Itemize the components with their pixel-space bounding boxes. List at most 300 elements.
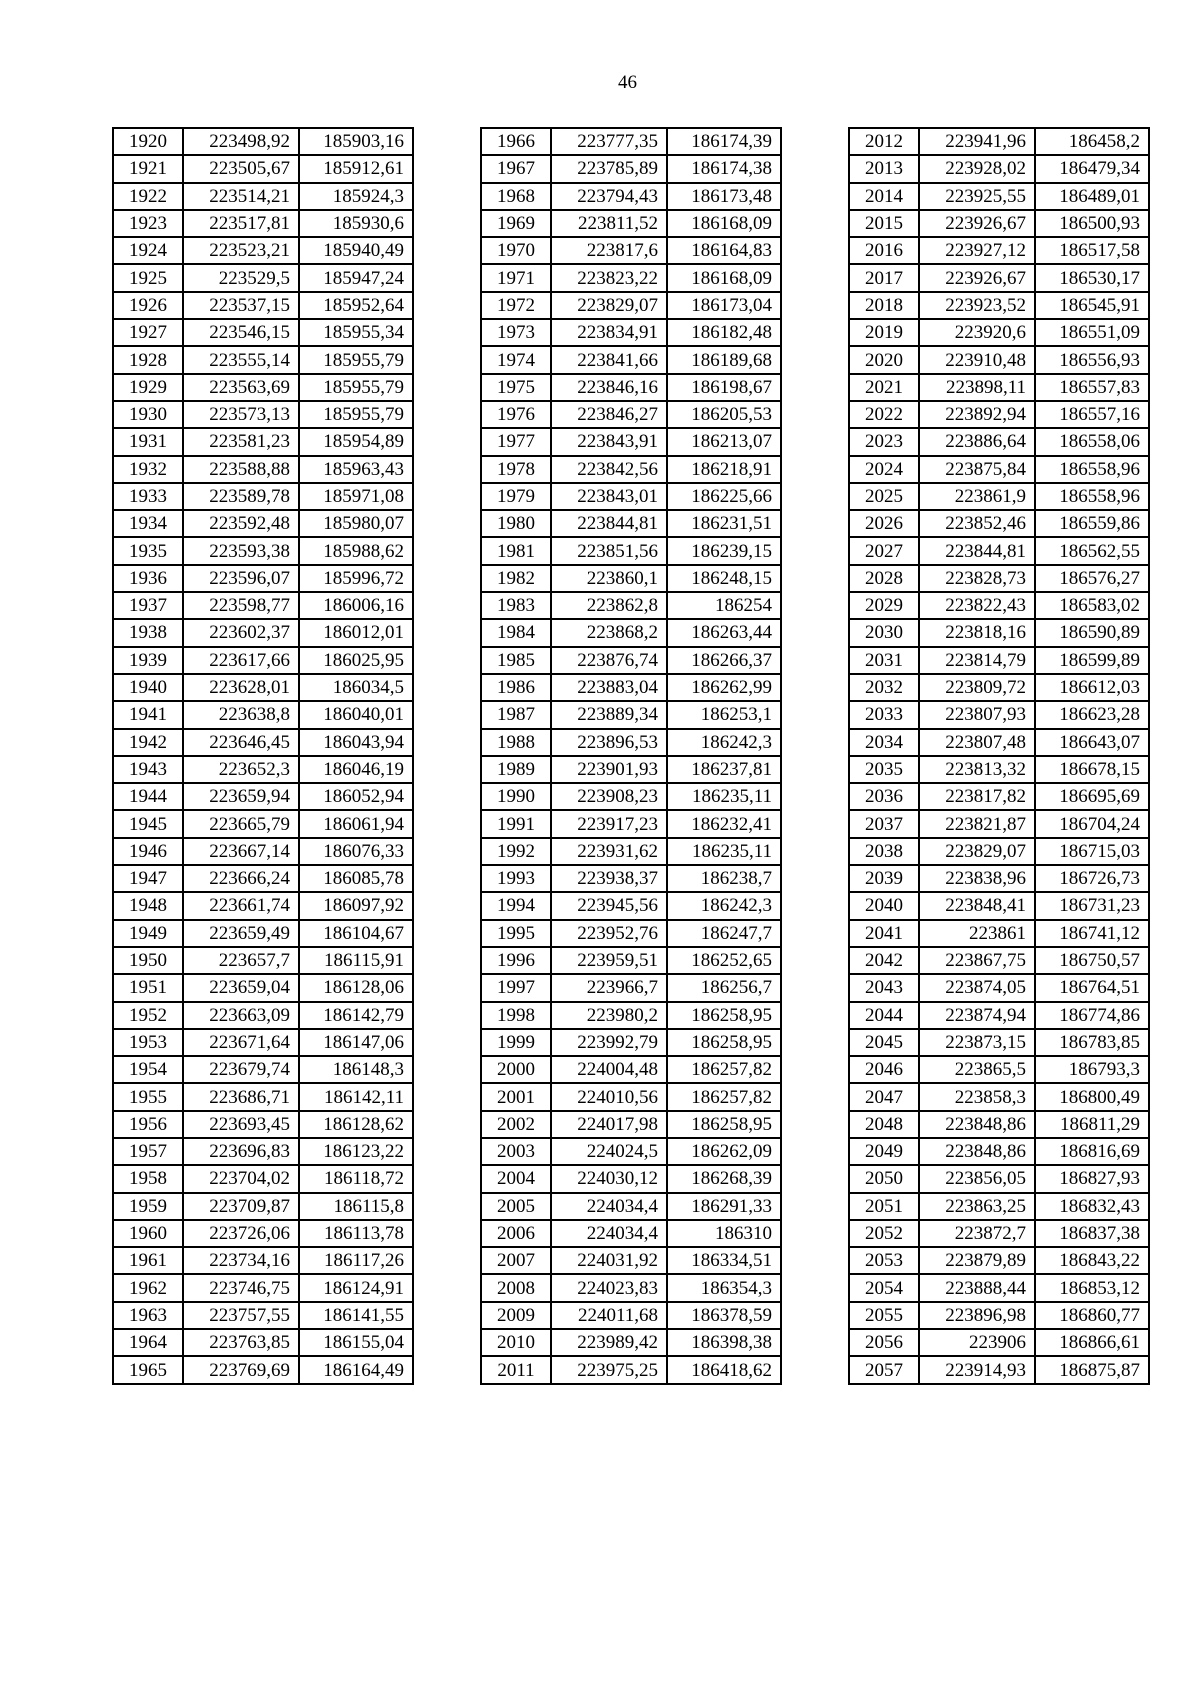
y-coordinate-cell: 186174,38 (667, 155, 781, 182)
point-number-cell: 1957 (113, 1138, 183, 1165)
table-row (113, 1111, 413, 1138)
x-coordinate-cell: 223517,81 (183, 210, 299, 237)
y-coordinate-cell: 186559,86 (1035, 510, 1149, 537)
x-coordinate-cell: 223581,23 (183, 428, 299, 455)
point-number-cell: 2031 (849, 647, 919, 674)
table-row (113, 292, 413, 319)
point-number-cell: 2049 (849, 1138, 919, 1165)
point-number-cell: 2022 (849, 401, 919, 428)
point-number-cell: 1926 (113, 292, 183, 319)
y-coordinate-cell: 186530,17 (1035, 264, 1149, 291)
x-coordinate-cell: 223657,7 (183, 947, 299, 974)
y-coordinate-cell: 186741,12 (1035, 920, 1149, 947)
point-number-cell: 1945 (113, 810, 183, 837)
x-coordinate-cell: 223883,04 (551, 674, 667, 701)
y-coordinate-cell: 186147,06 (299, 1029, 413, 1056)
y-coordinate-cell: 185940,49 (299, 237, 413, 264)
x-coordinate-cell: 223966,7 (551, 974, 667, 1001)
coordinates-table (848, 127, 1150, 1385)
point-number-cell: 1975 (481, 374, 551, 401)
x-coordinate-cell: 223858,3 (919, 1083, 1035, 1110)
point-number-cell: 1924 (113, 237, 183, 264)
point-number-cell: 2010 (481, 1329, 551, 1356)
y-coordinate-cell: 186398,38 (667, 1329, 781, 1356)
point-number-cell: 1982 (481, 565, 551, 592)
y-coordinate-cell: 186115,8 (299, 1193, 413, 1220)
table-row (481, 1002, 781, 1029)
table-row (113, 865, 413, 892)
table-row (849, 1056, 1149, 1083)
table-row (849, 1138, 1149, 1165)
table-row (849, 210, 1149, 237)
point-number-cell: 1935 (113, 537, 183, 564)
table-row (481, 1220, 781, 1247)
x-coordinate-cell: 224024,5 (551, 1138, 667, 1165)
point-number-cell: 2008 (481, 1274, 551, 1301)
y-coordinate-cell: 186266,37 (667, 647, 781, 674)
table-row (849, 1029, 1149, 1056)
point-number-cell: 1980 (481, 510, 551, 537)
point-number-cell: 1984 (481, 619, 551, 646)
table-row (481, 428, 781, 455)
y-coordinate-cell: 185912,61 (299, 155, 413, 182)
x-coordinate-cell: 223592,48 (183, 510, 299, 537)
x-coordinate-cell: 223927,12 (919, 237, 1035, 264)
y-coordinate-cell: 186248,15 (667, 565, 781, 592)
table-row (481, 1274, 781, 1301)
point-number-cell: 1929 (113, 374, 183, 401)
point-number-cell: 2051 (849, 1193, 919, 1220)
y-coordinate-cell: 186875,87 (1035, 1356, 1149, 1383)
table-row (849, 346, 1149, 373)
table-row (849, 401, 1149, 428)
coordinates-table (112, 127, 414, 1385)
point-number-cell: 1958 (113, 1165, 183, 1192)
y-coordinate-cell: 186104,67 (299, 920, 413, 947)
x-coordinate-cell: 224023,83 (551, 1274, 667, 1301)
point-number-cell: 1954 (113, 1056, 183, 1083)
y-coordinate-cell: 186291,33 (667, 1193, 781, 1220)
point-number-cell: 1937 (113, 592, 183, 619)
point-number-cell: 2005 (481, 1193, 551, 1220)
x-coordinate-cell: 223945,56 (551, 892, 667, 919)
point-number-cell: 1921 (113, 155, 183, 182)
point-number-cell: 1950 (113, 947, 183, 974)
point-number-cell: 2001 (481, 1083, 551, 1110)
y-coordinate-cell: 186118,72 (299, 1165, 413, 1192)
page-number: 46 (618, 72, 637, 93)
y-coordinate-cell: 186583,02 (1035, 592, 1149, 619)
x-coordinate-cell: 223593,38 (183, 537, 299, 564)
y-coordinate-cell: 186479,34 (1035, 155, 1149, 182)
table-row (113, 565, 413, 592)
x-coordinate-cell: 223523,21 (183, 237, 299, 264)
y-coordinate-cell: 185971,08 (299, 483, 413, 510)
table-row (481, 264, 781, 291)
table-row (849, 128, 1149, 155)
table-row (849, 1111, 1149, 1138)
point-number-cell: 2018 (849, 292, 919, 319)
point-number-cell: 1987 (481, 701, 551, 728)
x-coordinate-cell: 223952,76 (551, 920, 667, 947)
table-row (113, 1220, 413, 1247)
table-row (481, 1356, 781, 1383)
point-number-cell: 2030 (849, 619, 919, 646)
table-row (481, 674, 781, 701)
table-row (849, 1002, 1149, 1029)
point-number-cell: 2042 (849, 947, 919, 974)
x-coordinate-cell: 223860,1 (551, 565, 667, 592)
point-number-cell: 1938 (113, 619, 183, 646)
x-coordinate-cell: 223873,15 (919, 1029, 1035, 1056)
y-coordinate-cell: 186310 (667, 1220, 781, 1247)
x-coordinate-cell: 223498,92 (183, 128, 299, 155)
point-number-cell: 2007 (481, 1247, 551, 1274)
table-row (113, 1083, 413, 1110)
x-coordinate-cell: 223665,79 (183, 810, 299, 837)
y-coordinate-cell: 185903,16 (299, 128, 413, 155)
point-number-cell: 1940 (113, 674, 183, 701)
point-number-cell: 1967 (481, 155, 551, 182)
point-number-cell: 1939 (113, 647, 183, 674)
table-row (849, 237, 1149, 264)
table-row (113, 237, 413, 264)
point-number-cell: 1983 (481, 592, 551, 619)
point-number-cell: 1971 (481, 264, 551, 291)
point-number-cell: 1932 (113, 456, 183, 483)
x-coordinate-cell: 223896,98 (919, 1302, 1035, 1329)
y-coordinate-cell: 186252,65 (667, 947, 781, 974)
x-coordinate-cell: 223667,14 (183, 838, 299, 865)
x-coordinate-cell: 223917,23 (551, 810, 667, 837)
table-row (481, 619, 781, 646)
point-number-cell: 1934 (113, 510, 183, 537)
y-coordinate-cell: 186557,16 (1035, 401, 1149, 428)
table-row (481, 1302, 781, 1329)
table-row (113, 210, 413, 237)
point-number-cell: 2015 (849, 210, 919, 237)
y-coordinate-cell: 186128,62 (299, 1111, 413, 1138)
y-coordinate-cell: 186256,7 (667, 974, 781, 1001)
y-coordinate-cell: 186124,91 (299, 1274, 413, 1301)
x-coordinate-cell: 223844,81 (551, 510, 667, 537)
y-coordinate-cell: 186113,78 (299, 1220, 413, 1247)
x-coordinate-cell: 223638,8 (183, 701, 299, 728)
point-number-cell: 2027 (849, 537, 919, 564)
x-coordinate-cell: 223920,6 (919, 319, 1035, 346)
table-row (849, 1274, 1149, 1301)
table-row (481, 647, 781, 674)
x-coordinate-cell: 223693,45 (183, 1111, 299, 1138)
table-row (113, 1329, 413, 1356)
point-number-cell: 1986 (481, 674, 551, 701)
y-coordinate-cell: 186262,99 (667, 674, 781, 701)
table-row (113, 1302, 413, 1329)
x-coordinate-cell: 223910,48 (919, 346, 1035, 373)
table-row (849, 920, 1149, 947)
y-coordinate-cell: 186242,3 (667, 892, 781, 919)
x-coordinate-cell: 223842,56 (551, 456, 667, 483)
y-coordinate-cell: 185988,62 (299, 537, 413, 564)
x-coordinate-cell: 223926,67 (919, 210, 1035, 237)
point-number-cell: 1920 (113, 128, 183, 155)
y-coordinate-cell: 185996,72 (299, 565, 413, 592)
x-coordinate-cell: 223989,42 (551, 1329, 667, 1356)
x-coordinate-cell: 223514,21 (183, 183, 299, 210)
y-coordinate-cell: 186043,94 (299, 729, 413, 756)
point-number-cell: 2036 (849, 783, 919, 810)
table-row (849, 537, 1149, 564)
x-coordinate-cell: 223659,49 (183, 920, 299, 947)
y-coordinate-cell: 186556,93 (1035, 346, 1149, 373)
y-coordinate-cell: 186800,49 (1035, 1083, 1149, 1110)
x-coordinate-cell: 223537,15 (183, 292, 299, 319)
table-row (113, 974, 413, 1001)
point-number-cell: 2043 (849, 974, 919, 1001)
table-row (113, 401, 413, 428)
y-coordinate-cell: 185954,89 (299, 428, 413, 455)
table-row (113, 592, 413, 619)
y-coordinate-cell: 186168,09 (667, 210, 781, 237)
x-coordinate-cell: 223818,16 (919, 619, 1035, 646)
y-coordinate-cell: 186218,91 (667, 456, 781, 483)
point-number-cell: 1977 (481, 428, 551, 455)
x-coordinate-cell: 223863,25 (919, 1193, 1035, 1220)
x-coordinate-cell: 223652,3 (183, 756, 299, 783)
table-row (113, 155, 413, 182)
y-coordinate-cell: 186268,39 (667, 1165, 781, 1192)
x-coordinate-cell: 223709,87 (183, 1193, 299, 1220)
x-coordinate-cell: 223679,74 (183, 1056, 299, 1083)
table-row (481, 537, 781, 564)
point-number-cell: 2053 (849, 1247, 919, 1274)
table-row (481, 292, 781, 319)
table-row (481, 783, 781, 810)
point-number-cell: 1991 (481, 810, 551, 837)
point-number-cell: 2009 (481, 1302, 551, 1329)
y-coordinate-cell: 186076,33 (299, 838, 413, 865)
table-row (849, 810, 1149, 837)
point-number-cell: 1946 (113, 838, 183, 865)
point-number-cell: 2012 (849, 128, 919, 155)
point-number-cell: 2020 (849, 346, 919, 373)
table-row (849, 510, 1149, 537)
x-coordinate-cell: 223763,85 (183, 1329, 299, 1356)
y-coordinate-cell: 185963,43 (299, 456, 413, 483)
point-number-cell: 1998 (481, 1002, 551, 1029)
x-coordinate-cell: 223822,43 (919, 592, 1035, 619)
point-number-cell: 1959 (113, 1193, 183, 1220)
x-coordinate-cell: 223829,07 (919, 838, 1035, 865)
table-row (481, 920, 781, 947)
table-row (849, 1356, 1149, 1383)
y-coordinate-cell: 186843,22 (1035, 1247, 1149, 1274)
table-row (113, 456, 413, 483)
table-row (113, 183, 413, 210)
y-coordinate-cell: 185930,6 (299, 210, 413, 237)
table-row (849, 838, 1149, 865)
x-coordinate-cell: 223852,46 (919, 510, 1035, 537)
y-coordinate-cell: 186097,92 (299, 892, 413, 919)
x-coordinate-cell: 223896,53 (551, 729, 667, 756)
y-coordinate-cell: 186117,26 (299, 1247, 413, 1274)
point-number-cell: 2035 (849, 756, 919, 783)
table-row (481, 810, 781, 837)
x-coordinate-cell: 224010,56 (551, 1083, 667, 1110)
x-coordinate-cell: 223529,5 (183, 264, 299, 291)
x-coordinate-cell: 223809,72 (919, 674, 1035, 701)
point-number-cell: 1927 (113, 319, 183, 346)
y-coordinate-cell: 186458,2 (1035, 128, 1149, 155)
x-coordinate-cell: 223931,62 (551, 838, 667, 865)
x-coordinate-cell: 223874,94 (919, 1002, 1035, 1029)
y-coordinate-cell: 186239,15 (667, 537, 781, 564)
table-row (113, 756, 413, 783)
x-coordinate-cell: 223589,78 (183, 483, 299, 510)
point-number-cell: 1989 (481, 756, 551, 783)
point-number-cell: 1995 (481, 920, 551, 947)
y-coordinate-cell: 186860,77 (1035, 1302, 1149, 1329)
x-coordinate-cell: 223661,74 (183, 892, 299, 919)
table-row (113, 1356, 413, 1383)
x-coordinate-cell: 223813,32 (919, 756, 1035, 783)
table-row (849, 483, 1149, 510)
y-coordinate-cell: 186173,04 (667, 292, 781, 319)
x-coordinate-cell: 223834,91 (551, 319, 667, 346)
table-row (849, 1247, 1149, 1274)
table-row (481, 374, 781, 401)
table-row (113, 1138, 413, 1165)
table-row (113, 619, 413, 646)
y-coordinate-cell: 186235,11 (667, 838, 781, 865)
table-row (113, 537, 413, 564)
table-row (481, 128, 781, 155)
point-number-cell: 1994 (481, 892, 551, 919)
table-row (849, 1220, 1149, 1247)
x-coordinate-cell: 224030,12 (551, 1165, 667, 1192)
point-number-cell: 1941 (113, 701, 183, 728)
x-coordinate-cell: 223875,84 (919, 456, 1035, 483)
table-row (113, 838, 413, 865)
table-row (113, 920, 413, 947)
table-row (849, 456, 1149, 483)
x-coordinate-cell: 223865,5 (919, 1056, 1035, 1083)
x-coordinate-cell: 224034,4 (551, 1220, 667, 1247)
y-coordinate-cell: 186557,83 (1035, 374, 1149, 401)
table-row (481, 401, 781, 428)
point-number-cell: 2055 (849, 1302, 919, 1329)
x-coordinate-cell: 223861,9 (919, 483, 1035, 510)
y-coordinate-cell: 186558,06 (1035, 428, 1149, 455)
x-coordinate-cell: 223617,66 (183, 647, 299, 674)
y-coordinate-cell: 186811,29 (1035, 1111, 1149, 1138)
point-number-cell: 1930 (113, 401, 183, 428)
x-coordinate-cell: 223821,87 (919, 810, 1035, 837)
y-coordinate-cell: 186142,79 (299, 1002, 413, 1029)
y-coordinate-cell: 186046,19 (299, 756, 413, 783)
y-coordinate-cell: 186040,01 (299, 701, 413, 728)
y-coordinate-cell: 186866,61 (1035, 1329, 1149, 1356)
x-coordinate-cell: 223846,16 (551, 374, 667, 401)
y-coordinate-cell: 186263,44 (667, 619, 781, 646)
x-coordinate-cell: 223505,67 (183, 155, 299, 182)
y-coordinate-cell: 186517,58 (1035, 237, 1149, 264)
point-number-cell: 2004 (481, 1165, 551, 1192)
table-row (481, 1193, 781, 1220)
table-row (849, 183, 1149, 210)
table-row (481, 592, 781, 619)
x-coordinate-cell: 223938,37 (551, 865, 667, 892)
y-coordinate-cell: 186141,55 (299, 1302, 413, 1329)
point-number-cell: 2011 (481, 1356, 551, 1383)
y-coordinate-cell: 186052,94 (299, 783, 413, 810)
x-coordinate-cell: 223959,51 (551, 947, 667, 974)
y-coordinate-cell: 186254 (667, 592, 781, 619)
point-number-cell: 2044 (849, 1002, 919, 1029)
x-coordinate-cell: 223823,22 (551, 264, 667, 291)
y-coordinate-cell: 186012,01 (299, 619, 413, 646)
y-coordinate-cell: 186545,91 (1035, 292, 1149, 319)
table-row (113, 1193, 413, 1220)
table-row (849, 701, 1149, 728)
table-row (113, 810, 413, 837)
table-row (113, 1247, 413, 1274)
y-coordinate-cell: 186704,24 (1035, 810, 1149, 837)
point-number-cell: 1985 (481, 647, 551, 674)
table-row (849, 947, 1149, 974)
x-coordinate-cell: 223785,89 (551, 155, 667, 182)
table-row (113, 1029, 413, 1056)
y-coordinate-cell: 186750,57 (1035, 947, 1149, 974)
point-number-cell: 2017 (849, 264, 919, 291)
table-row (113, 892, 413, 919)
point-number-cell: 1964 (113, 1329, 183, 1356)
table-row (113, 947, 413, 974)
x-coordinate-cell: 223874,05 (919, 974, 1035, 1001)
point-number-cell: 1931 (113, 428, 183, 455)
table-row (481, 1138, 781, 1165)
y-coordinate-cell: 186726,73 (1035, 865, 1149, 892)
point-number-cell: 1993 (481, 865, 551, 892)
y-coordinate-cell: 186258,95 (667, 1111, 781, 1138)
point-number-cell: 1953 (113, 1029, 183, 1056)
x-coordinate-cell: 223573,13 (183, 401, 299, 428)
point-number-cell: 1948 (113, 892, 183, 919)
point-number-cell: 2056 (849, 1329, 919, 1356)
y-coordinate-cell: 186148,3 (299, 1056, 413, 1083)
y-coordinate-cell: 186612,03 (1035, 674, 1149, 701)
point-number-cell: 2000 (481, 1056, 551, 1083)
x-coordinate-cell: 223828,73 (919, 565, 1035, 592)
x-coordinate-cell: 224017,98 (551, 1111, 667, 1138)
table-row (481, 565, 781, 592)
x-coordinate-cell: 223588,88 (183, 456, 299, 483)
x-coordinate-cell: 224031,92 (551, 1247, 667, 1274)
y-coordinate-cell: 186247,7 (667, 920, 781, 947)
point-number-cell: 2006 (481, 1220, 551, 1247)
table-row (481, 838, 781, 865)
x-coordinate-cell: 223901,93 (551, 756, 667, 783)
y-coordinate-cell: 185955,79 (299, 374, 413, 401)
y-coordinate-cell: 185955,79 (299, 401, 413, 428)
table-row (113, 1002, 413, 1029)
x-coordinate-cell: 223861 (919, 920, 1035, 947)
point-number-cell: 1947 (113, 865, 183, 892)
x-coordinate-cell: 223646,45 (183, 729, 299, 756)
point-number-cell: 1943 (113, 756, 183, 783)
y-coordinate-cell: 186128,06 (299, 974, 413, 1001)
x-coordinate-cell: 223663,09 (183, 1002, 299, 1029)
